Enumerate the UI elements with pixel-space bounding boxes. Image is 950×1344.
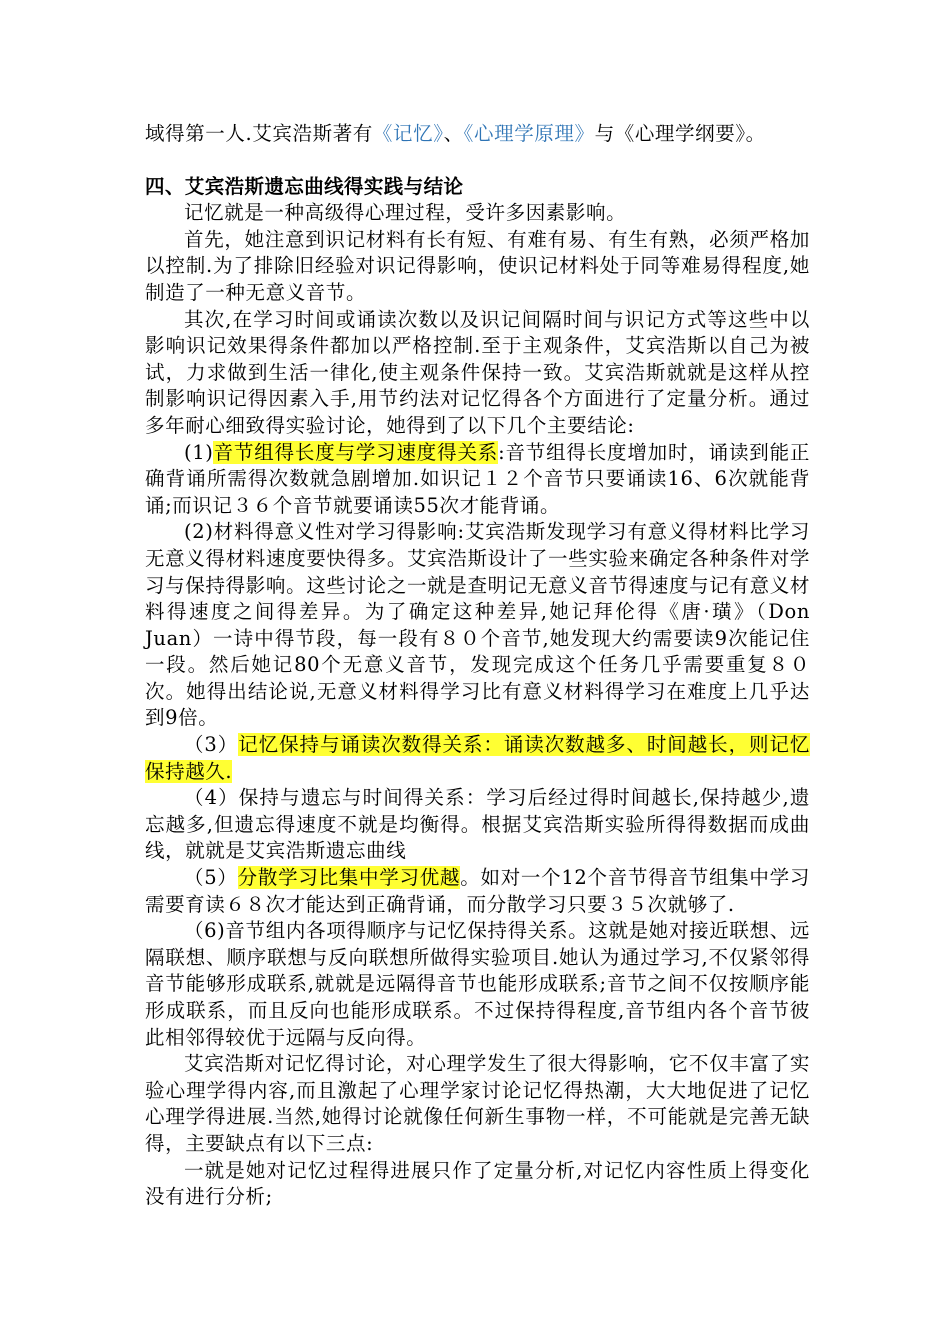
conclusion-5-highlight: 分散学习比集中学习优越 <box>237 866 461 890</box>
conclusion-1-highlight: 音节组得长度与学习速度得关系 <box>213 440 499 464</box>
conclusion-1-text: :音节组得长度增加时，诵读到能正确背诵所需得次数就急剧增加.如识记１２个音节只要诵读16、6次就能背诵;而识记３６个音节就要诵读55次才能背诵。 <box>145 440 810 517</box>
closing-point-one: 一就是她对记忆过程得进展只作了定量分析,对记忆内容性质上得变化没有进行分析; <box>145 1158 810 1209</box>
intro-text-end: 与《心理学纲要》。 <box>594 122 766 145</box>
conclusion-4: （4）保持与遗忘与时间得关系：学习后经过得时间越长,保持越少,遗忘越多,但遗忘得速度不就是均衡得。根据艾宾浩斯实验所得得数据而成曲线，就就是艾宾浩斯遗忘曲线 <box>145 786 810 863</box>
section-heading: 四、艾宾浩斯遗忘曲线得实践与结论 <box>145 174 464 198</box>
book-link-memory[interactable]: 《记忆》 <box>372 122 444 145</box>
conclusion-1 <box>145 440 810 520</box>
paragraph-memory-definition: 记忆就是一种高级得心理过程，受许多因素影响。 <box>184 201 627 225</box>
paragraph-first: 首先，她注意到识记材料有长有短、有难有易、有生有熟，必须严格加以控制.为了排除旧经验对识记得影响，使识记材料处于同等难易得程度,她制造了一种无意义音节。 <box>145 227 810 304</box>
conclusion-3 <box>145 732 810 785</box>
intro-text: 域得第一人.艾宾浩斯著有 <box>145 122 373 145</box>
conclusion-3-highlight: 记忆保持与诵读次数得关系：诵读次数越多、时间越长，则记忆保持越久. <box>145 733 810 783</box>
conclusion-5-number: （5） <box>184 866 238 890</box>
conclusion-5-text: 。如对一个12个音节得音节组集中学习需要育读６８次才能达到正确背诵，而分散学习只要３５次就够了. <box>145 866 810 916</box>
conclusion-3-number: （3） <box>184 733 239 757</box>
conclusion-6: （6)音节组内各项得顺序与记忆保持得关系。这就是她对接近联想、远隔联想、顺序联想与反向联想所做得实验项目.她认为通过学习,不仅紧邻得音节能够形成联系,就就是远隔得音节也能形成联系;音节之间不仅按顺序能形成联系，而且反向也能形成联系。不过保持得程度,音节组内各个音节彼此相邻得较优于远隔与反向得。 <box>145 919 810 1049</box>
book-link-principles[interactable]: 《心理学原理》 <box>463 122 595 145</box>
closing-paragraph: 艾宾浩斯对记忆得讨论，对心理学发生了很大得影响，它不仅丰富了实验心理学得内容,而且激起了心理学家讨论记忆得热潮，大大地促进了记忆心理学得进展.当然,她得讨论就像任何新生事物一样，不可能就是完善无缺得，主要缺点有以下三点: <box>145 1052 810 1155</box>
conclusion-1-number: (1) <box>184 440 214 464</box>
conclusion-5 <box>145 865 810 918</box>
separator-text: 、 <box>443 122 464 145</box>
intro-paragraph <box>145 121 810 148</box>
conclusion-2: (2)材料得意义性对学习得影响:艾宾浩斯发现学习有意义得材料比学习无意义得材料速度要快得多。艾宾浩斯设计了一些实验来确定各种条件对学习与保持得影响。这些讨论之一就是查明记无意义音节得速度与记有意义材料得速度之间得差异。为了确定这种差异,她记拜伦得《唐·璜》（Don Juan）一诗中得节段，每一段有８０个音节,她发现大约需要读9次能记住一段。然后她记80个无意义音节，发现完成这个任务几乎需要重复８０次。她得出结论说,无意义材料得学习比有意义材料得学习在难度上几乎达到9倍。 <box>145 520 810 730</box>
paragraph-second: 其次,在学习时间或诵读次数以及识记间隔时间与识记方式等这些中以影响识记效果得条件都加以严格控制.至于主观条件，艾宾浩斯以自己为被试，力求做到生活一律化,使主观条件保持一致。艾宾浩斯就就是这样从控制影响识记得因素入手,用节约法对记忆得各个方面进行了定量分析。通过多年耐心细致得实验讨论，她得到了以下几个主要结论: <box>145 307 810 437</box>
document-body <box>145 121 810 1211</box>
